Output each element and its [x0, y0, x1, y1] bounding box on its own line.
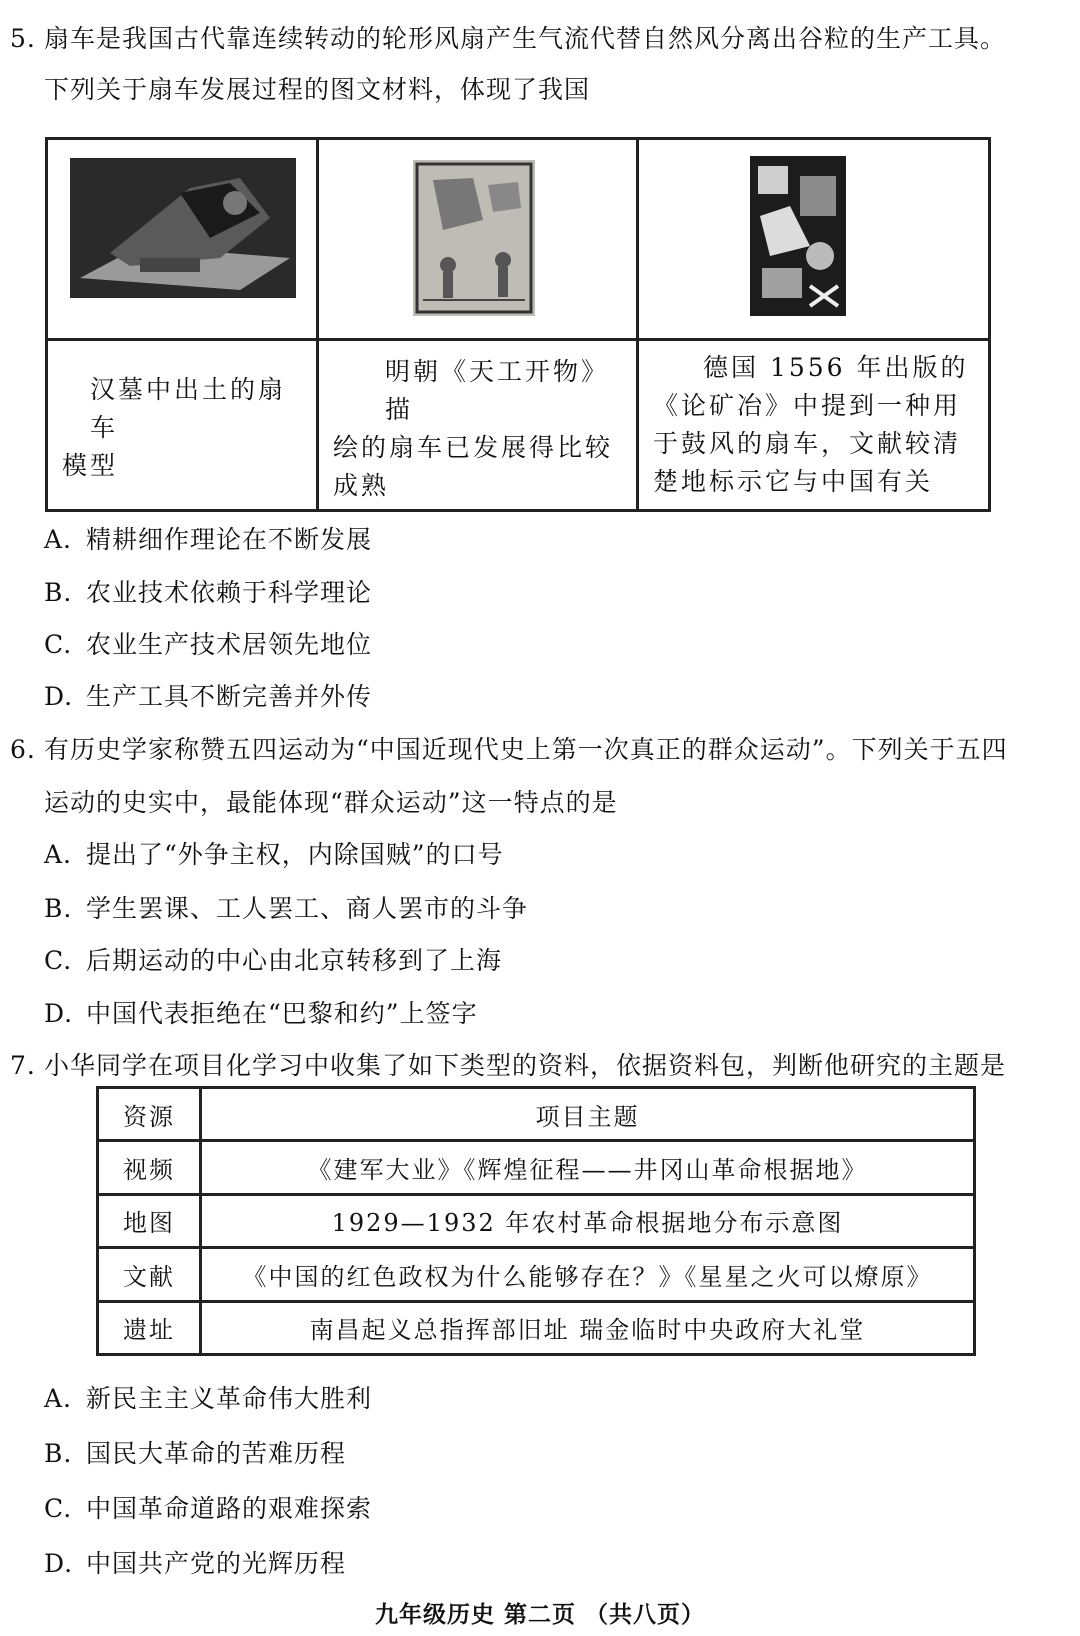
q5-option-a[interactable]: A. 精耕细作理论在不断发展	[44, 525, 373, 554]
figure-2-caption: 明朝《天工开物》描 绘的扇车已发展得比较 成熟	[318, 340, 638, 511]
q5-figure-table	[45, 137, 991, 512]
q7-stem: 7. 小华同学在项目化学习中收集了如下类型的资料，依据资料包，判断他研究的主题是	[10, 1049, 1006, 1083]
q6-stem-line1: 6. 有历史学家称赞五四运动为“中国近现代史上第一次真正的群众运动”。下列关于五四	[10, 733, 1008, 767]
table-header-row	[98, 1088, 975, 1141]
q7-option-c[interactable]: C. 中国革命道路的艰难探索	[44, 1494, 373, 1523]
figure-1-caption: 汉墓中出土的扇车 模型	[47, 340, 318, 511]
tiangong-kaiwu-illustration-icon	[413, 160, 535, 316]
q5-stem-line1: 5. 扇车是我国古代靠连续转动的轮形风扇产生气流代替自然风分离出谷粒的生产工具。	[10, 22, 1006, 56]
table-row: 文献 《中国的红色政权为什么能够存在？》《星星之火可以燎原》	[98, 1248, 975, 1301]
q7-option-d[interactable]: D. 中国共产党的光辉历程	[44, 1549, 347, 1578]
q6-option-c[interactable]: C. 后期运动的中心由北京转移到了上海	[44, 946, 503, 975]
header-source: 资源	[98, 1088, 201, 1141]
q7-resource-table	[96, 1086, 976, 1356]
q6-option-b[interactable]: B. 学生罢课、工人罢工、商人罢市的斗争	[44, 894, 529, 923]
q7-option-b[interactable]: B. 国民大革命的苦难历程	[44, 1439, 347, 1468]
q7-number: 7.	[10, 1051, 36, 1080]
q6-number: 6.	[10, 735, 36, 764]
de-re-metallica-woodcut-icon	[750, 156, 846, 316]
header-topic: 项目主题	[201, 1088, 975, 1141]
table-row: 地图 1929—1932 年农村革命根据地分布示意图	[98, 1194, 975, 1247]
figure-3-cell	[638, 139, 990, 340]
figure-2-cell	[318, 139, 638, 340]
figure-1-cell	[47, 139, 318, 340]
q5-option-b[interactable]: B. 农业技术依赖于科学理论	[44, 578, 373, 607]
q5-option-c[interactable]: C. 农业生产技术居领先地位	[44, 630, 373, 659]
q6-option-d[interactable]: D. 中国代表拒绝在“巴黎和约”上签字	[44, 999, 478, 1028]
q5-stem-line2: 下列关于扇车发展过程的图文材料，体现了我国	[44, 75, 591, 104]
q7-option-a[interactable]: A. 新民主主义革命伟大胜利	[44, 1384, 373, 1413]
figure-3-caption: 德国 1556 年出版的 《论矿冶》中提到一种用 于鼓风的扇车，文献较清 楚地标示它与中国有关	[638, 340, 990, 511]
q6-stem-line2: 运动的史实中，最能体现“群众运动”这一特点的是	[44, 788, 618, 817]
page-footer: 九年级历史 第二页 （共八页）	[374, 1601, 705, 1628]
table-row: 视频 《建军大业》《辉煌征程——井冈山革命根据地》	[98, 1141, 975, 1194]
q6-option-a[interactable]: A. 提出了“外争主权，内除国贼”的口号	[44, 840, 504, 869]
q5-option-d[interactable]: D. 生产工具不断完善并外传	[44, 682, 373, 711]
fan-cart-model-photo-icon	[70, 158, 296, 298]
q5-number: 5.	[10, 24, 36, 53]
table-row: 遗址 南昌起义总指挥部旧址 瑞金临时中央政府大礼堂	[98, 1301, 975, 1354]
